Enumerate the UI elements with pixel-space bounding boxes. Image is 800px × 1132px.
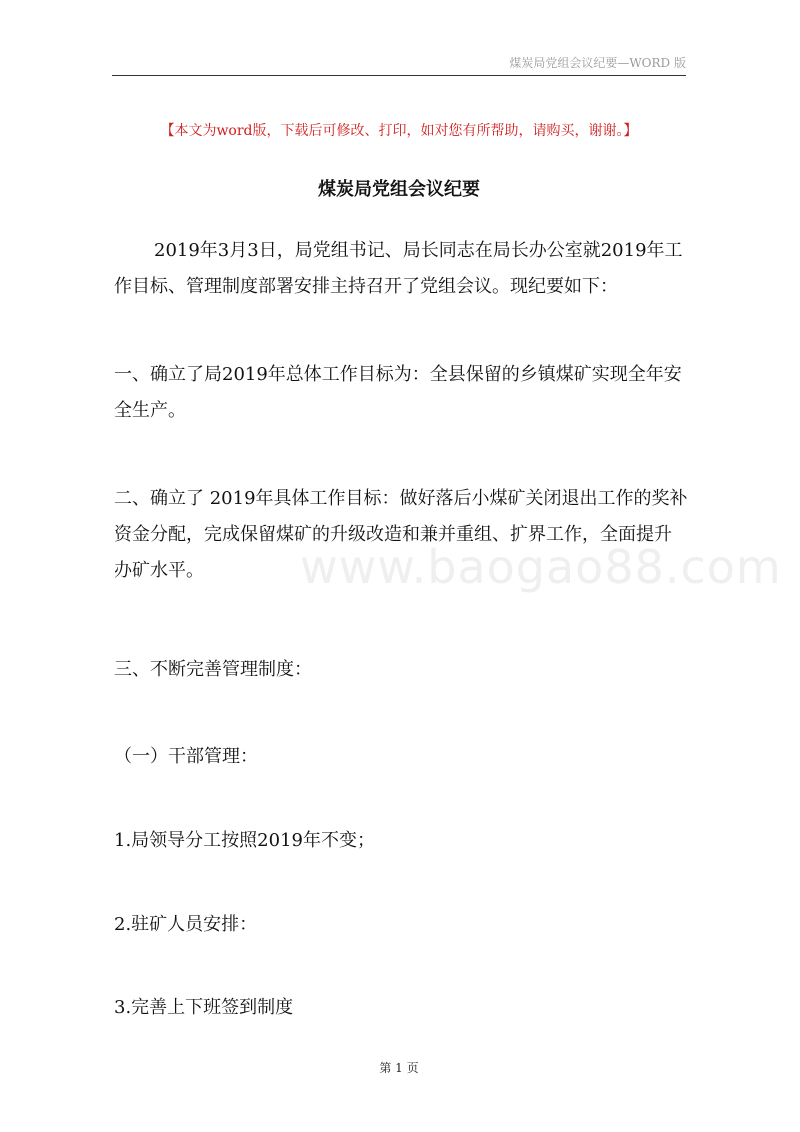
paragraph-point-3: 3.完善上下班签到制度 — [114, 997, 294, 1018]
paragraph-point-1: 1.局领导分工按照2019年不变； — [114, 830, 375, 851]
paragraph-item-3: 三、不断完善管理制度： — [114, 659, 312, 680]
document-title: 煤炭局党组会议纪要 — [318, 179, 480, 200]
download-notice: 【本文为word版，下载后可修改、打印，如对您有所帮助，请购买，谢谢。】 — [160, 123, 638, 139]
paragraph-point-2: 2.驻矿人员安排： — [114, 914, 258, 935]
paragraph-item-1: 一、确立了局2019年总体工作目标为：全县保留的乡镇煤矿实现全年安全生产。 — [114, 364, 682, 421]
paragraph-subheading-1: （一）干部管理： — [114, 746, 258, 767]
watermark: www.baogao88.com — [300, 540, 782, 594]
running-header: 煤炭局党组会议纪要—WORD 版 — [509, 56, 686, 70]
paragraph-item-2: 二、确立了 2019年具体工作目标：做好落后小煤矿关闭退出工作的奖补资金分配，完成保留煤矿的升级改造和兼并重组、扩界工作，全面提升办矿水平。 — [114, 488, 688, 581]
paragraph-intro: 2019年3月3日，局党组书记、局长同志在局长办公室就2019年工作目标、管理制度部署安排主持召开了党组会议。现纪要如下： — [114, 240, 683, 297]
header-divider — [112, 75, 686, 76]
page-number: 第 1 页 — [379, 1061, 419, 1075]
